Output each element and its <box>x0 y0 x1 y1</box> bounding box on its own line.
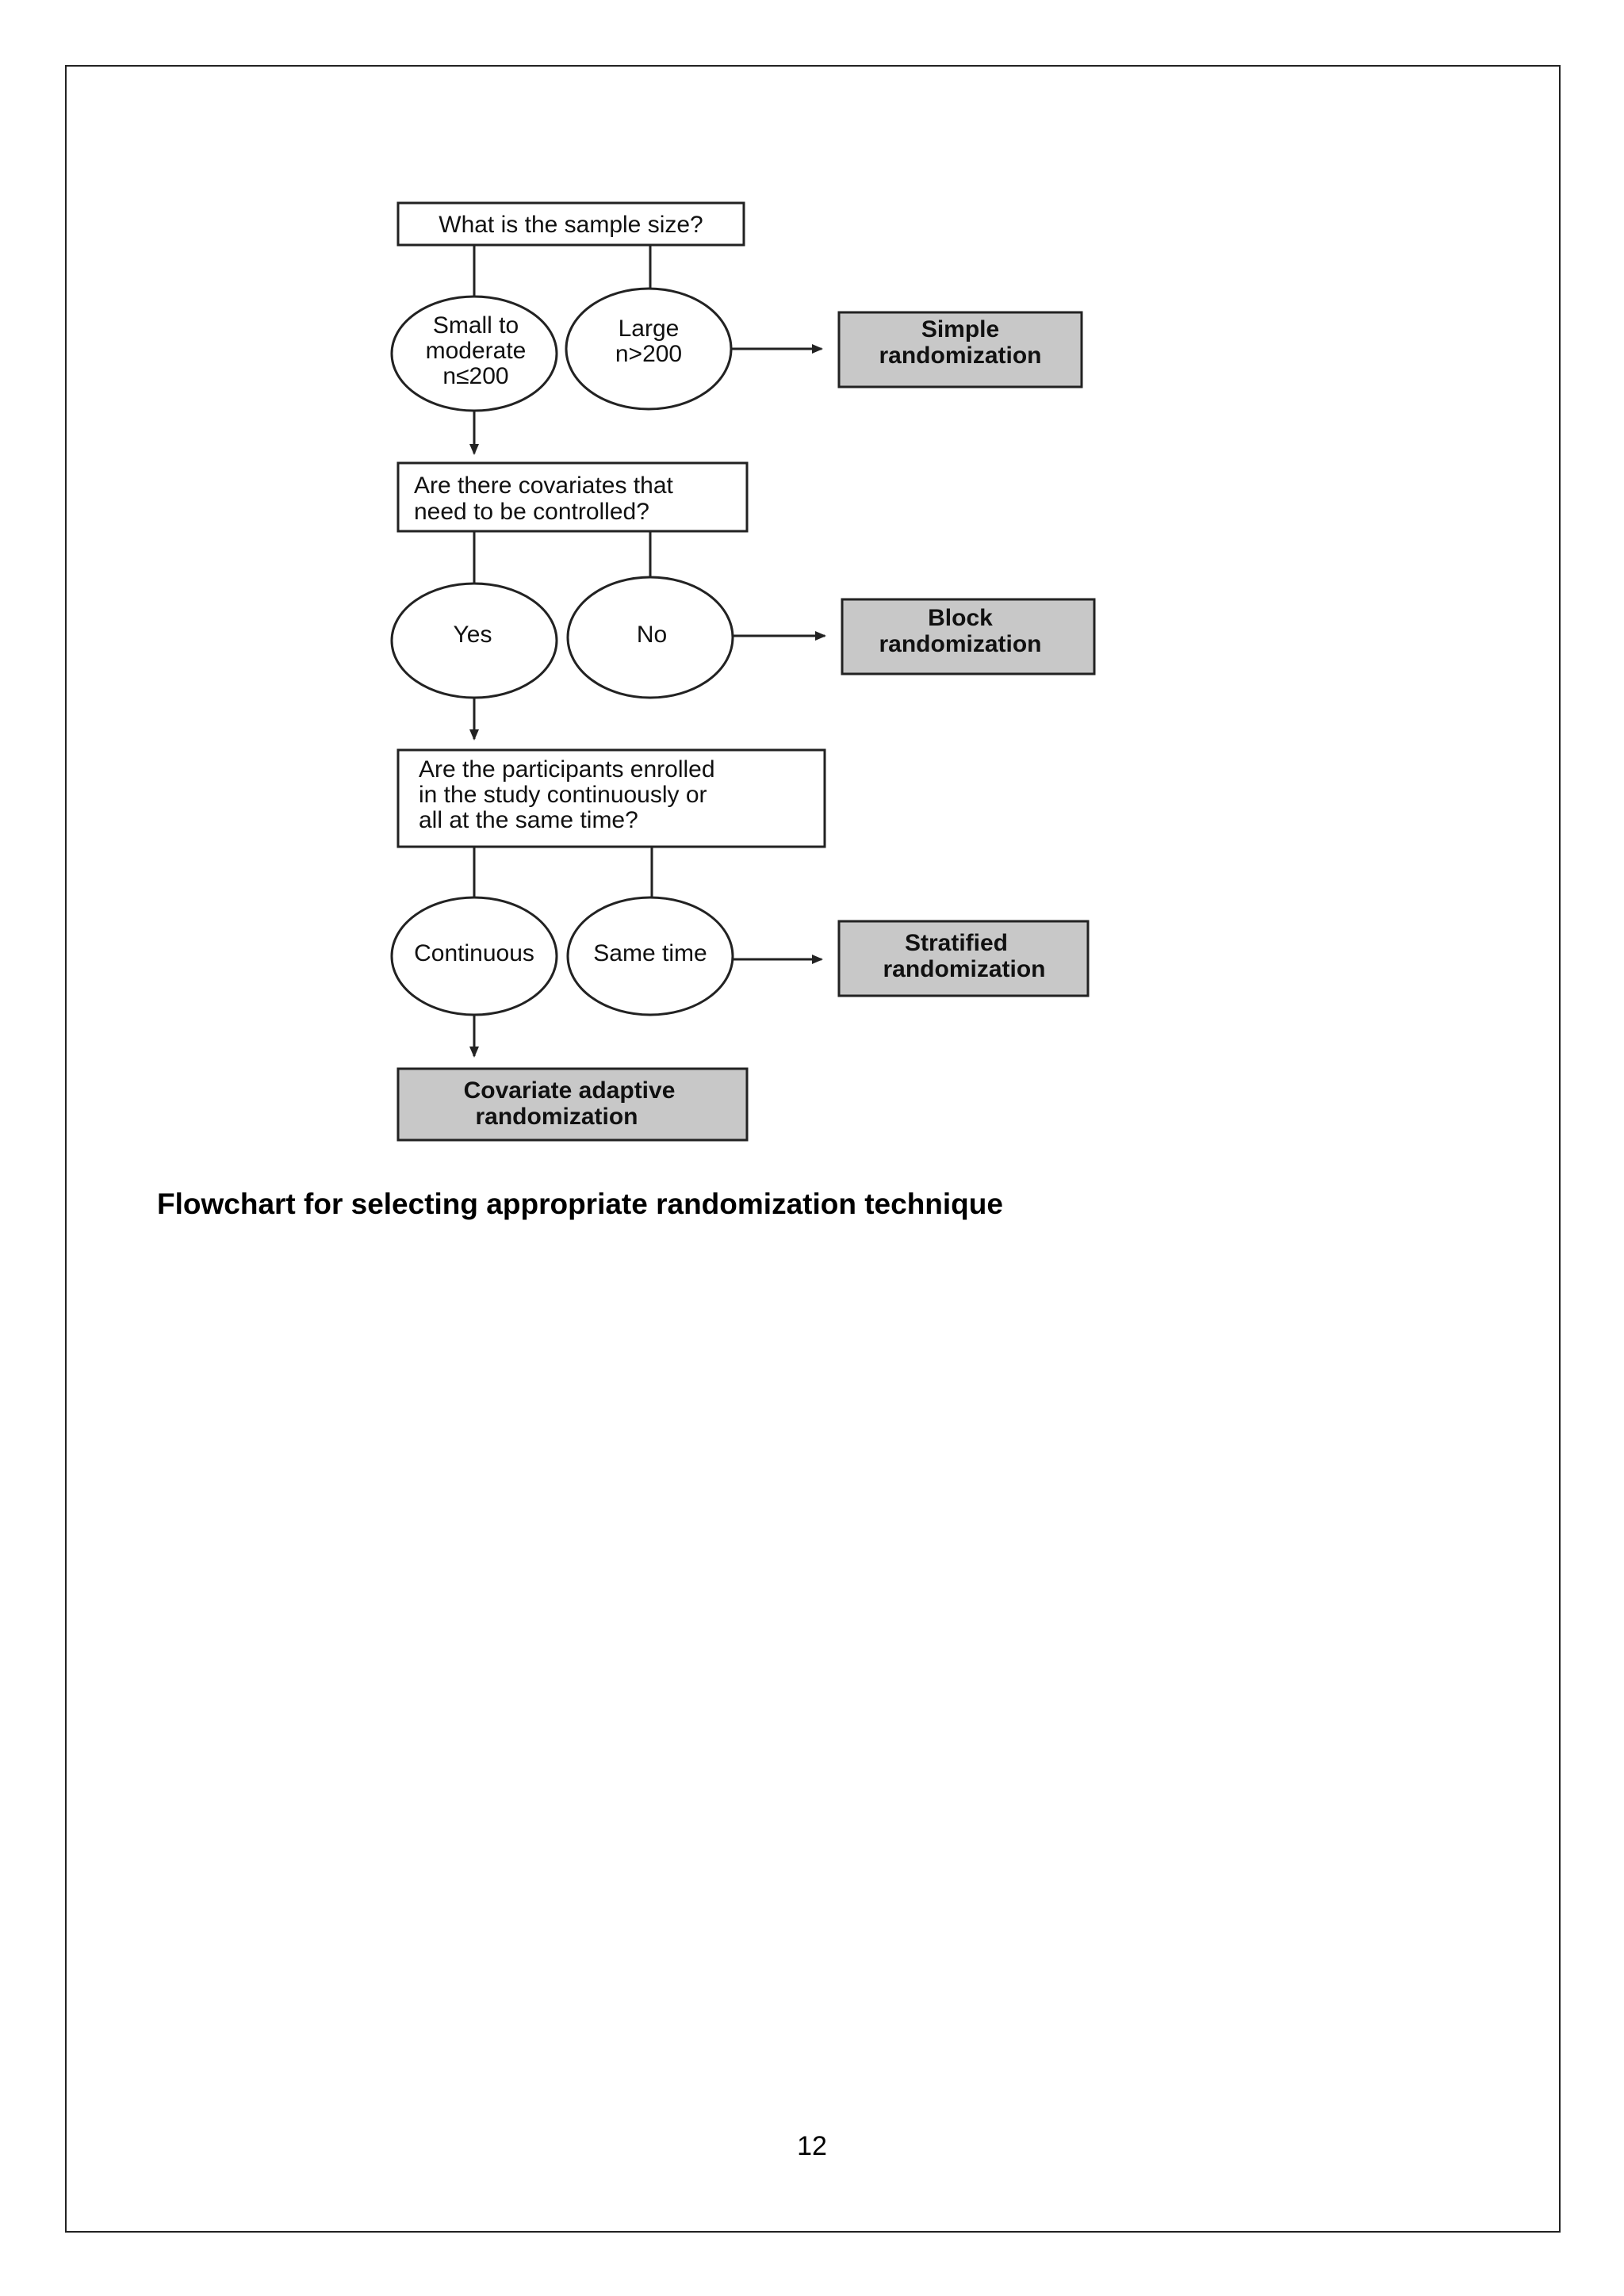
result-box-stratified <box>839 921 1088 996</box>
question-text: Are the participants enrolled <box>419 756 715 783</box>
option-text: n≤200 <box>442 363 509 389</box>
question-text: What is the sample size? <box>439 212 703 238</box>
page-number: 12 <box>797 2131 827 2161</box>
option-text: Same time <box>593 940 707 966</box>
question-text: in the study continuously or <box>419 782 707 808</box>
question-box-covariates <box>398 463 747 531</box>
option-no <box>568 577 733 698</box>
result-text: Covariate adaptive <box>463 1077 676 1104</box>
option-text: Continuous <box>414 940 534 966</box>
result-box-block <box>842 599 1094 674</box>
result-text: randomization <box>475 1104 638 1130</box>
option-text: Small to <box>432 312 519 339</box>
option-text: No <box>636 622 668 648</box>
option-text: Large <box>618 316 680 342</box>
result-text: Block <box>928 605 993 631</box>
question-text: need to be controlled? <box>414 499 649 525</box>
result-text: Simple <box>921 316 1000 342</box>
result-text: randomization <box>883 956 1046 982</box>
result-text: Stratified <box>904 930 1009 956</box>
result-text: randomization <box>879 631 1042 657</box>
result-box-covariate-adaptive <box>398 1069 747 1140</box>
option-yes <box>392 584 557 698</box>
result-box-simple <box>839 312 1082 387</box>
question-box-enrollment <box>398 750 825 847</box>
option-text: moderate <box>425 338 527 364</box>
option-same-time <box>568 897 733 1015</box>
option-text: Yes <box>453 622 492 648</box>
result-text: randomization <box>879 342 1042 369</box>
figure-caption: Flowchart for selecting appropriate randomization technique <box>157 1188 1003 1220</box>
question-text: all at the same time? <box>419 807 638 833</box>
option-small-moderate <box>392 297 557 411</box>
option-large <box>566 289 731 409</box>
option-continuous <box>392 897 557 1015</box>
option-text: n>200 <box>615 341 683 367</box>
question-box-sample-size <box>398 203 744 245</box>
question-text: Are there covariates that <box>414 473 673 499</box>
